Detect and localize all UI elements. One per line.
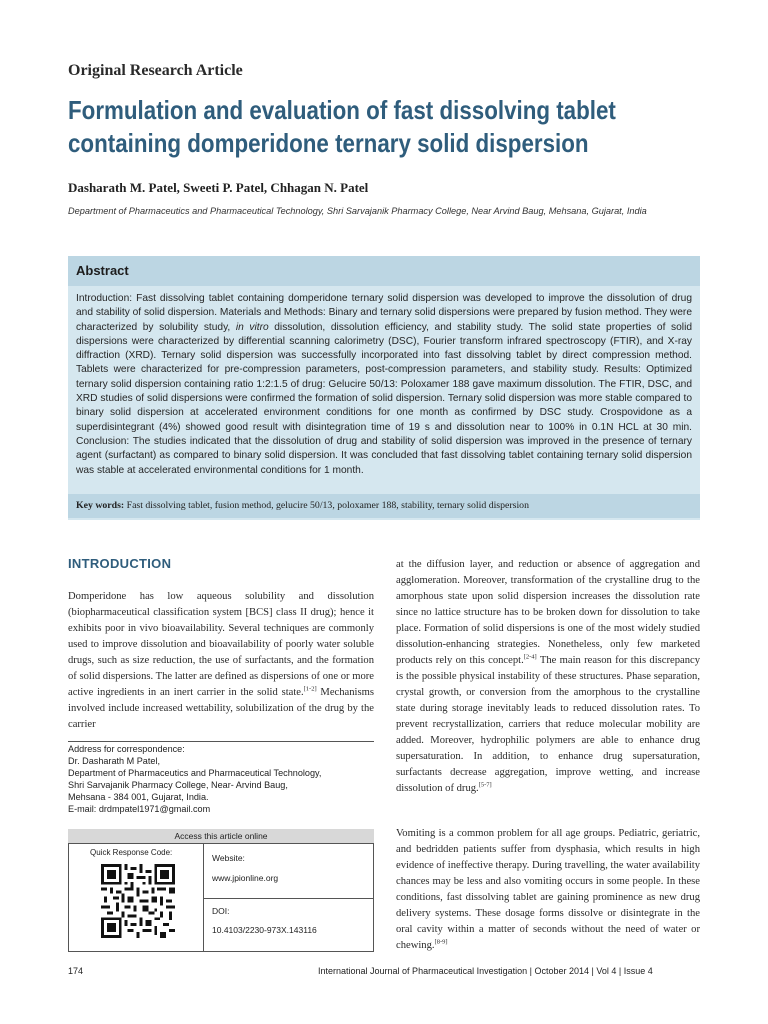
correspondence-divider [68,741,374,742]
article-title [68,94,618,160]
qr-code-icon [101,864,175,938]
abstract-text [76,292,692,478]
correspondence-heading: Address for correspondence: [68,744,185,754]
correspondence-line: Shri Sarvajanik Pharmacy College, Near- Arvind Baug, [68,780,288,790]
citation: [1-2] [303,685,317,693]
col2-p1-text-b: The main reason for this discrepancy is the possible physical instability of these structures. Phase separation, crystal growth, or conversion from the amorphous to the crystalline state during storage inevitably leads to reduced dissolution rates. To prevent recrystallization, carriers that reduce molecular mobility are added. Moreover, hydrophilic polymers are able to enhance drug supersaturation. In addition, to enhance drug supersaturation, surfactants decrease aggregation, improve wetting, and increase dissolution of drug. [396,655,700,794]
correspondence-line: Department of Pharmaceutics and Pharmaceutical Technology, [68,768,322,778]
footer-journal-info: International Journal of Pharmaceutical Investigation | October 2014 | Vol 4 | Issue 4 [318,966,653,976]
citation: [8-9] [434,938,448,946]
doi-link[interactable]: 10.4103/2230-973X.143116 [212,925,317,935]
website-link[interactable]: www.jpionline.org [212,873,279,883]
title-line-2: containing domperidone ternary solid dispersion [68,128,589,158]
abstract-text-part-2: dissolution, dissolution efficiency, and stability study. The solid state properties of solid dispersions were characterized by differential scanning calorimetry (DSC), Fourier transform infrared spectroscopy (FTIR), and X-ray diffraction (XRD). Ternary solid dispersion was successfully incorporated into fast dissolving tablet by direct compression method. Tablets were characterized for pre-compression parameters, post-compression parameters, and stability study. Results: Optimized ternary solid dispersion containing ratio 1:2:1.5 of drug: Gelucire 50/13: Poloxamer 188 gave maximum dissolution. The FTIR, DSC, and XRD studies of solid dispersions were confirmed the formation of solid dispersion. Ternary solid dispersion was more stable compared to binary solid dispersion at accelerated environment conditions for one month as confirmed by DSC study. Crospovidone as a superdisintegrant (4%) showed good result with disintegration time of 19 s and dissolution near to 100% in 0.1N HCL at 30 min. Conclusion: The studies indicated that the dissolution of drug and stability of solid dispersion was improved in the presence of ternary agent (surfactant) as compared to binary solid dispersion. It was concluded that fast dissolving tablet containing ternary solid dispersion was stable at accelerated environmental conditions for 1 month. [76,321,692,476]
access-online-header: Access this article online [68,829,374,843]
col2-p2-text-a: Vomiting is a common problem for all age groups. Pediatric, geriatric, and bedridden patients suffer from dysphasia, which results in high evidence of ineffective therapy. During travelling, the water availability chances may be less and also vomiting occurs in some people. In these conditions, fast dissolving tablet are gaining prominence as new drug delivery systems. These dosage forms dissolve or disintegrate in the oral cavity within a matter of seconds without the need of water or chewing. [396,828,700,951]
abstract-text-italic: in vitro [235,321,269,333]
introduction-paragraph-1 [68,589,374,733]
title-line-1: Formulation and evaluation of fast dissolving tablet [68,95,616,125]
abstract-text-part-1: Introduction: Fast dissolving tablet containing domperidone ternary solid dispersion was developed to improve the dissolution of drug and stability of solid dispersion. Materials and Methods: Binary and ternary solid dispersions were prepared by fusion method. They were characterized by solubility study, [76,293,692,333]
introduction-paragraph-2 [396,557,700,797]
article-type-label: Original Research Article [68,62,243,79]
col2-p1-text-a: at the diffusion layer, and reduction or absence of aggregation and agglomeration. Moreover, transformation of the crystalline drug to the amorphous state upon solid dispersion increases the dissolution rate since no lattice structure has to be broken down for dissolution to take place. Formation of solid dispersions is one of the most widely studied dissolution-enhancing strategies. Nonetheless, only few marketed products rely on this concept. [396,559,700,666]
access-table-divider [204,898,374,899]
citation: [5-7] [478,781,492,789]
author-list: Dasharath M. Patel, Sweeti P. Patel, Chhagan N. Patel [68,180,369,195]
intro-p1-text-a: Domperidone has low aqueous solubility and dissolution (biopharmaceutical classification system [BCS] class II drug); hence it exhibits poor in vivo bioavailability. Several techniques are commonly used to improve dissolution and bioavailability of poorly water soluble drugs, such as size reduction, the use of surfactants, and the formation of solid dispersions. The latter are defined as dispersions of one or more active ingredients in an inert carrier in the solid state. [68,591,374,698]
abstract-heading: Abstract [76,263,129,278]
keywords-label: Key words: [76,500,125,511]
introduction-paragraph-3 [396,826,700,954]
correspondence-email[interactable]: E-mail: drdmpatel1971@gmail.com [68,804,211,814]
correspondence-line: Dr. Dasharath M Patel, [68,756,160,766]
doi-label: DOI: [212,906,230,916]
intro-p1-text-b: Mechanisms involved include increased wettability, solubilization of the drug by the carrier [68,687,374,730]
correspondence-block [68,743,378,815]
website-label: Website: [212,853,245,863]
keywords-list: Fast dissolving tablet, fusion method, gelucire 50/13, poloxamer 188, stability, ternary solid dispersion [124,500,529,511]
page-number: 174 [68,966,84,976]
author-affiliation: Department of Pharmaceutics and Pharmaceutical Technology, Shri Sarvajanik Pharmacy College, Near Arvind Baug, Mehsana, Gujarat, India [68,206,647,216]
qr-code-label: Quick Response Code: [90,848,173,857]
abstract-heading-bar [68,256,700,286]
citation: [2-4] [523,653,537,661]
correspondence-line: Mehsana - 384 001, Gujarat, India. [68,792,209,802]
keywords-line [76,500,529,511]
introduction-heading: INTRODUCTION [68,556,172,571]
